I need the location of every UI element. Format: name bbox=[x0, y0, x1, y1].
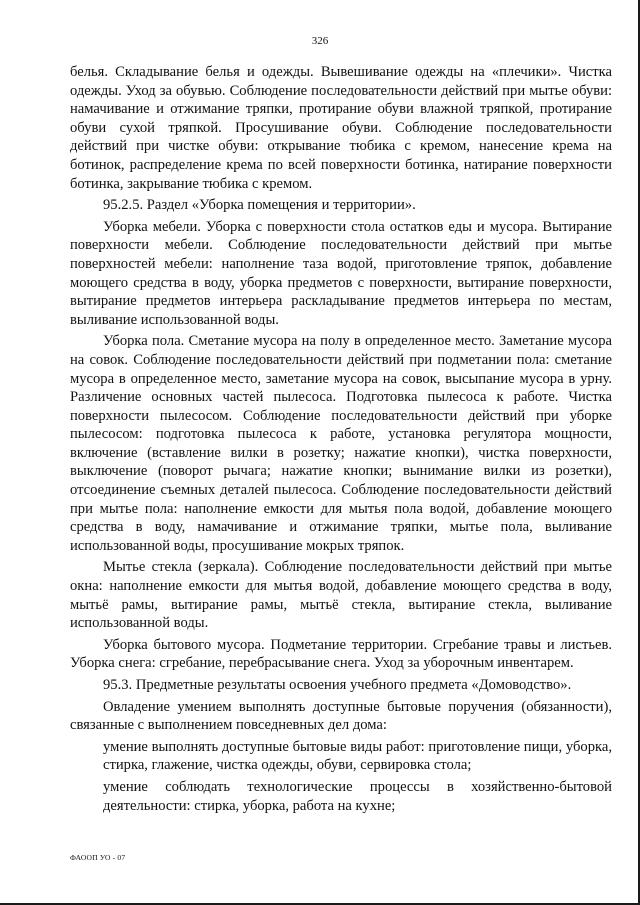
footer-document-code: ФАООП УО - 07 bbox=[70, 853, 126, 862]
paragraph-laundry-shoes: белья. Складывание белья и одежды. Вывешивание одежды на «плечики». Чистка одежды. Уход за обувью. Соблюдение последовательности действий при мытье обуви: намачивание и отжимание тряпки, протирание обуви влажной тряпкой, протирание обуви сухой тряпкой. Просушивание обуви. Соблюдение последовательности действий при чистке обуви: открывание тюбика с кремом, нанесение крема на ботинок, распределение крема по всей поверхности ботинка, натирание поверхности ботинка, закрывание тюбика с кремом. bbox=[70, 64, 612, 192]
document-body bbox=[70, 63, 612, 818]
paragraph-household-skills: Овладение умением выполнять доступные бытовые поручения (обязанности), связанные с выполнением повседневных дел дома: bbox=[70, 698, 612, 734]
section-heading-cleaning: 95.2.5. Раздел «Уборка помещения и территории». bbox=[103, 197, 416, 214]
list-item-housework-types: умение выполнять доступные бытовые виды работ: приготовление пищи, уборка, стирка, глажение, чистка одежды, обуви, сервировка стола; bbox=[103, 738, 612, 774]
paragraph-floor-cleaning: Уборка пола. Сметание мусора на полу в определенное место. Заметание мусора на совок. Соблюдение последовательности действий при подметании пола: сметание мусора в определенное место, заметание мусора на совок, высыпание мусора в урну. Различение основных частей пылесоса. Подготовка пылесоса к работе. Чистка поверхности пылесосом. Соблюдение последовательности действий при уборке пылесосом: подготовка пылесоса к работе, установка регулятора мощности, включение (вставление вилки в розетку; нажатие кнопки), чистка поверхности, выключение (поворот рычага; нажатие кнопки; вынимание вилки из розетки), отсоединение съемных деталей пылесоса. Соблюдение последовательности действий при мытье пола: наполнение емкости для мытья пола водой, добавление моющего средства в воду, намачивание и отжимание тряпки, мытье пола, выливание использованной воды, просушивание мокрых тряпок. bbox=[70, 333, 612, 554]
list-item-technological-processes: умение соблюдать технологические процессы в хозяйственно-бытовой деятельности: стирка, уборка, работа на кухне; bbox=[103, 778, 612, 814]
page-number: 326 bbox=[311, 35, 329, 47]
paragraph-furniture-cleaning: Уборка мебели. Уборка с поверхности стола остатков еды и мусора. Вытирание поверхности мебели. Соблюдение последовательности действий при мытье поверхностей мебели: наполнение таза водой, приготовление тряпок, добавление моющего средства в воду, уборка предметов с поверхности, вытирание поверхности, вытирание предметов интерьера раскладывание предметов интерьера по местам, выливание использованной воды. bbox=[70, 218, 612, 328]
paragraph-garbage-removal: Уборка бытового мусора. Подметание территории. Сгребание травы и листьев. Уборка снега: сгребание, перебрасывание снега. Уход за уборочным инвентарем. bbox=[70, 636, 612, 672]
section-heading-results: 95.3. Предметные результаты освоения учебного предмета «Домоводство». bbox=[103, 677, 572, 693]
paragraph-glass-cleaning: Мытье стекла (зеркала). Соблюдение последовательности действий при мытье окна: наполнение емкости для мытья водой, добавление моющего средства в воду, мытьё рамы, вытирание рамы, мытьё стекла, вытирание стекла, выливание использованной воды. bbox=[70, 559, 612, 632]
